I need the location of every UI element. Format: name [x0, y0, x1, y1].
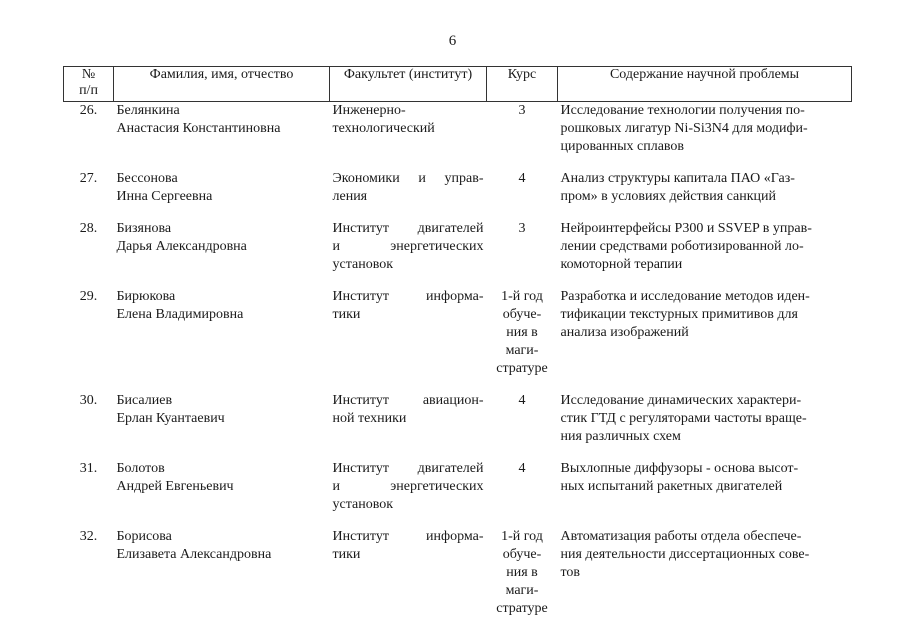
faculty-line: Институт информа- [332, 289, 484, 304]
research-problem-line: стик ГТД с регуляторами частоты враще- [560, 411, 807, 426]
header-name: Фамилия, имя, отчество [114, 67, 330, 102]
course [487, 102, 558, 171]
course-line: 4 [518, 461, 526, 476]
row-number: 29. [79, 289, 98, 304]
student-name [114, 392, 330, 460]
row-number: 28. [79, 221, 98, 236]
table-row [64, 460, 852, 528]
student-name [114, 528, 330, 632]
course-line: стратуре [496, 361, 548, 376]
course-line: 1-й год [501, 529, 543, 544]
course-line: обуче- [502, 547, 542, 562]
research-problem [558, 102, 852, 171]
research-problem-line: пром» в условиях действия санкций [560, 189, 777, 204]
table-row [64, 288, 852, 392]
faculty-line: и энергетических [332, 479, 484, 494]
table-header [64, 67, 852, 102]
faculty [330, 288, 487, 392]
student-table [63, 66, 852, 632]
research-problem [558, 220, 852, 288]
research-problem-line: тов [560, 565, 581, 580]
research-problem-line: ния деятельности диссертационных сове- [560, 547, 810, 562]
faculty [330, 460, 487, 528]
faculty [330, 170, 487, 220]
header-number [64, 67, 114, 102]
header-course: Курс [487, 67, 558, 102]
course [487, 392, 558, 460]
faculty-line: Инженерно- [332, 103, 406, 118]
research-problem-line: анализа изображений [560, 325, 689, 340]
research-problem-line: Нейроинтерфейсы Р300 и SSVEP в управ- [560, 221, 812, 236]
table-body [64, 102, 852, 633]
research-problem-line: Исследование технологии получения по- [560, 103, 805, 118]
row-number: 26. [79, 103, 98, 118]
faculty-line: тики [332, 307, 361, 322]
course-line: ния в [506, 565, 538, 580]
header-number-line: п/п [79, 83, 98, 98]
student-name-line: Белянкина [116, 103, 180, 118]
row-number: 30. [79, 393, 98, 408]
student-name-line: Борисова [116, 529, 172, 544]
faculty-line: тики [332, 547, 361, 562]
student-name-line: Андрей Евгеньевич [116, 479, 234, 494]
page-number: 6 [448, 33, 457, 49]
course [487, 170, 558, 220]
student-name-line: Елена Владимировна [116, 307, 244, 322]
research-problem-line: цированных сплавов [560, 139, 685, 154]
faculty-line: ной техники [332, 411, 407, 426]
table-row [64, 170, 852, 220]
course [487, 528, 558, 632]
course [487, 288, 558, 392]
student-name-line: Анастасия Константиновна [116, 121, 281, 136]
student-name [114, 102, 330, 171]
course-line: маги- [505, 343, 539, 358]
student-name-line: Дарья Александровна [116, 239, 247, 254]
header-number-line: № [81, 67, 96, 82]
research-problem-line: Разработка и исследование методов иден- [560, 289, 810, 304]
student-name-line: Ерлан Куантаевич [116, 411, 225, 426]
student-name-line: Бизянова [116, 221, 172, 236]
research-problem-line: ния различных схем [560, 429, 681, 444]
faculty-line: и энергетических [332, 239, 484, 254]
student-name-line: Инна Сергеевна [116, 189, 213, 204]
student-name [114, 220, 330, 288]
research-problem-line: Анализ структуры капитала ПАО «Газ- [560, 171, 795, 186]
faculty [330, 102, 487, 171]
faculty [330, 528, 487, 632]
student-name [114, 288, 330, 392]
faculty [330, 392, 487, 460]
research-problem-line: рошковых лигатур Ni-Si3N4 для модифи- [560, 121, 808, 136]
research-problem-line: комоторной терапии [560, 257, 683, 272]
table-row [64, 220, 852, 288]
table-row [64, 392, 852, 460]
course [487, 220, 558, 288]
faculty-line: ления [332, 189, 368, 204]
faculty-line: Институт информа- [332, 529, 484, 544]
research-problem-line: Исследование динамических характери- [560, 393, 802, 408]
course-line: обуче- [502, 307, 542, 322]
faculty-line: Институт авиацион- [332, 393, 484, 408]
course-line: 4 [518, 171, 526, 186]
row-number: 31. [79, 461, 98, 476]
faculty-line: установок [332, 257, 394, 272]
course-line: 1-й год [501, 289, 543, 304]
course-line: 3 [518, 221, 526, 236]
student-name-line: Бисалиев [116, 393, 173, 408]
research-problem-line: тификации текстурных примитивов для [560, 307, 798, 322]
student-name-line: Бессонова [116, 171, 178, 186]
student-name [114, 170, 330, 220]
table-row [64, 528, 852, 632]
research-problem [558, 460, 852, 528]
research-problem-line: лении средствами роботизированной ло- [560, 239, 804, 254]
faculty-line: Экономики и управ- [332, 171, 484, 186]
faculty-line: Институт двигателей [332, 221, 484, 236]
student-name-line: Елизавета Александровна [116, 547, 272, 562]
faculty-line: Институт двигателей [332, 461, 484, 476]
faculty-line: технологический [332, 121, 435, 136]
research-problem-line: Выхлопные диффузоры - основа высот- [560, 461, 799, 476]
row-number: 27. [79, 171, 98, 186]
research-problem [558, 170, 852, 220]
course [487, 460, 558, 528]
header-faculty: Факультет (институт) [330, 67, 487, 102]
course-line: 3 [518, 103, 526, 118]
course-line: маги- [505, 583, 539, 598]
table-row [64, 102, 852, 171]
course-line: ния в [506, 325, 538, 340]
row-number: 32. [79, 529, 98, 544]
research-problem [558, 528, 852, 632]
student-name-line: Болотов [116, 461, 165, 476]
faculty [330, 220, 487, 288]
header-problem: Содержание научной проблемы [558, 67, 852, 102]
research-problem [558, 392, 852, 460]
student-name [114, 460, 330, 528]
research-problem-line: Автоматизация работы отдела обеспече- [560, 529, 802, 544]
student-name-line: Бирюкова [116, 289, 176, 304]
faculty-line: установок [332, 497, 394, 512]
research-problem [558, 288, 852, 392]
course-line: 4 [518, 393, 526, 408]
research-problem-line: ных испытаний ракетных двигателей [560, 479, 783, 494]
course-line: стратуре [496, 601, 548, 616]
